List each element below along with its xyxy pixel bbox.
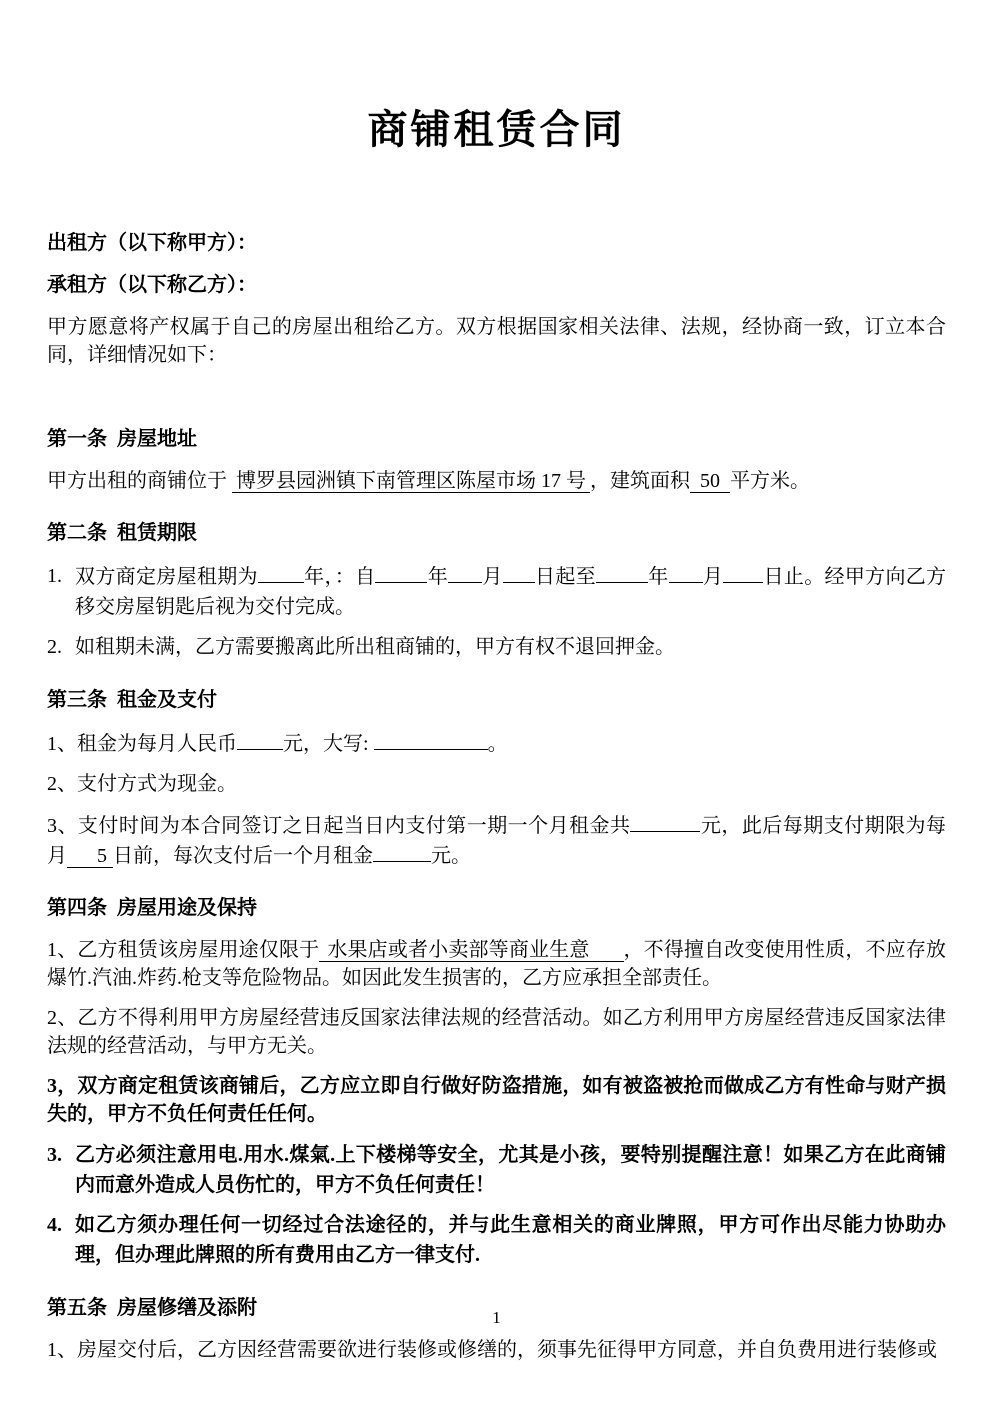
blank-field-start-month xyxy=(448,561,482,583)
text-segment: 日止。经甲方向乙方移交房屋钥匙后视为交付完成。 xyxy=(75,566,947,618)
article-4-item-5 xyxy=(47,1210,946,1270)
blank-field-first-rent xyxy=(630,810,700,832)
text-segment: 1、乙方租赁该房屋用途仅限于 xyxy=(47,939,320,961)
text-segment: 元，此后每期支付期限为每月 xyxy=(47,815,947,867)
intro-paragraph: 甲方愿意将产权属于自己的房屋出租给乙方。双方根据国家相关法律、法规，经协商一致，订立本合同，详细情况如下： xyxy=(47,316,946,366)
article-5-item-1: 1、房屋交付后，乙方因经营需要欲进行装修或修缮的，须事先征得甲方同意，并自负费用进行装修或 xyxy=(47,1339,937,1361)
text-segment: 双方商定房屋租期为 xyxy=(75,566,258,588)
blank-field-rent-capital xyxy=(374,728,488,750)
text-segment: 甲方出租的商铺位于 xyxy=(47,470,232,492)
list-item-text: 乙方必须注意用电.用水.煤氣.上下楼梯等安全，尤其是小孩，要特别提醒注意！如果乙方在此商铺内而意外造成人员伤忙的，甲方不负任何责任！ xyxy=(75,1144,946,1196)
blank-field-end-day xyxy=(723,561,763,583)
list-marker: 4. xyxy=(47,1214,62,1236)
article-3-heading: 第三条 租金及支付 xyxy=(47,689,217,711)
text-segment: 。 xyxy=(487,733,508,755)
blank-field-start-year xyxy=(375,561,427,583)
text-segment: ，建筑面积 xyxy=(590,470,690,492)
text-segment: 1、租金为每月人民币 xyxy=(47,733,237,755)
article-2-item-1 xyxy=(47,561,946,622)
article-4-heading: 第四条 房屋用途及保持 xyxy=(47,897,257,919)
article-4-item-4 xyxy=(47,1140,946,1200)
text-segment: 元。 xyxy=(431,845,471,867)
list-marker: 1. xyxy=(47,565,62,587)
party-a-line: 出租方（以下称甲方）： xyxy=(47,232,257,254)
list-item-text: 如乙方须办理任何一切经过合法途径的，并与此生意相关的商业牌照，甲方可作出尽能力协助办理，但办理此牌照的所有费用由乙方一律支付. xyxy=(75,1214,946,1266)
article-3-item-3 xyxy=(47,810,946,870)
list-marker: 3. xyxy=(47,1144,62,1166)
blank-field-years xyxy=(258,561,304,583)
text-segment: 日起至 xyxy=(534,566,596,588)
blank-field-monthly-rent xyxy=(373,840,431,862)
text-segment: ，不得擅自改变使用性质，不应存放爆竹.汽油.炸药.枪支等危险物品。如因此发生损害的，乙方应承担全部责任。 xyxy=(47,939,947,989)
article-1-body xyxy=(47,467,946,495)
page-number: 1 xyxy=(492,1308,501,1327)
contract-title: 商铺租赁合同 xyxy=(367,107,626,152)
text-segment: 月 xyxy=(482,566,503,588)
text-segment: 元，大写: xyxy=(283,733,374,755)
text-segment: 年 xyxy=(647,566,669,588)
article-5-heading: 第五条 房屋修缮及添附 xyxy=(47,1297,257,1319)
article-4-item-3: 3，双方商定租赁该商铺后，乙方应立即自行做好防盗措施，如有被盗被抢而做成乙方有性命与财产损失的，甲方不负任何责任任何。 xyxy=(47,1075,946,1125)
article-1-heading: 第一条 房屋地址 xyxy=(47,428,197,450)
article-4-item-2: 2、乙方不得利用甲方房屋经营违反国家法律法规的经营活动。如乙方利用甲方房屋经营违反国家法律法规的经营活动，与甲方无关。 xyxy=(47,1007,946,1057)
text-segment: 日前，每次支付后一个月租金 xyxy=(113,845,373,867)
text-segment: 3、支付时间为本合同签订之日起当日内支付第一期一个月租金共 xyxy=(47,815,631,837)
blank-field-end-year xyxy=(596,561,648,583)
filled-field-usage: 水果店或者小卖部等商业生意 xyxy=(319,939,623,962)
article-3-item-1 xyxy=(47,728,946,758)
article-2-item-2 xyxy=(47,632,946,662)
text-segment: 年 xyxy=(427,566,449,588)
blank-field-rent-amount xyxy=(237,728,283,750)
party-b-line: 承租方（以下称乙方）： xyxy=(47,274,257,296)
text-segment: 平方米。 xyxy=(730,470,810,492)
list-item-text xyxy=(75,561,946,622)
text-segment: 月 xyxy=(702,566,724,588)
article-2-heading: 第二条 租赁期限 xyxy=(47,522,197,544)
article-4-item-1 xyxy=(47,936,946,992)
text-segment: 年，：自 xyxy=(303,566,376,588)
blank-field-end-month xyxy=(669,561,703,583)
blank-field-start-day xyxy=(503,561,535,583)
filled-field-address: 博罗县园洲镇下南管理区陈屋市场 17 号 xyxy=(232,470,590,493)
filled-field-pay-day: 5 xyxy=(67,845,113,868)
filled-field-area: 50 xyxy=(690,470,730,493)
list-item-text: 如租期未满，乙方需要搬离此所出租商铺的，甲方有权不退回押金。 xyxy=(75,636,675,658)
list-marker: 2. xyxy=(47,636,62,658)
article-3-item-2: 2、支付方式为现金。 xyxy=(47,773,237,795)
